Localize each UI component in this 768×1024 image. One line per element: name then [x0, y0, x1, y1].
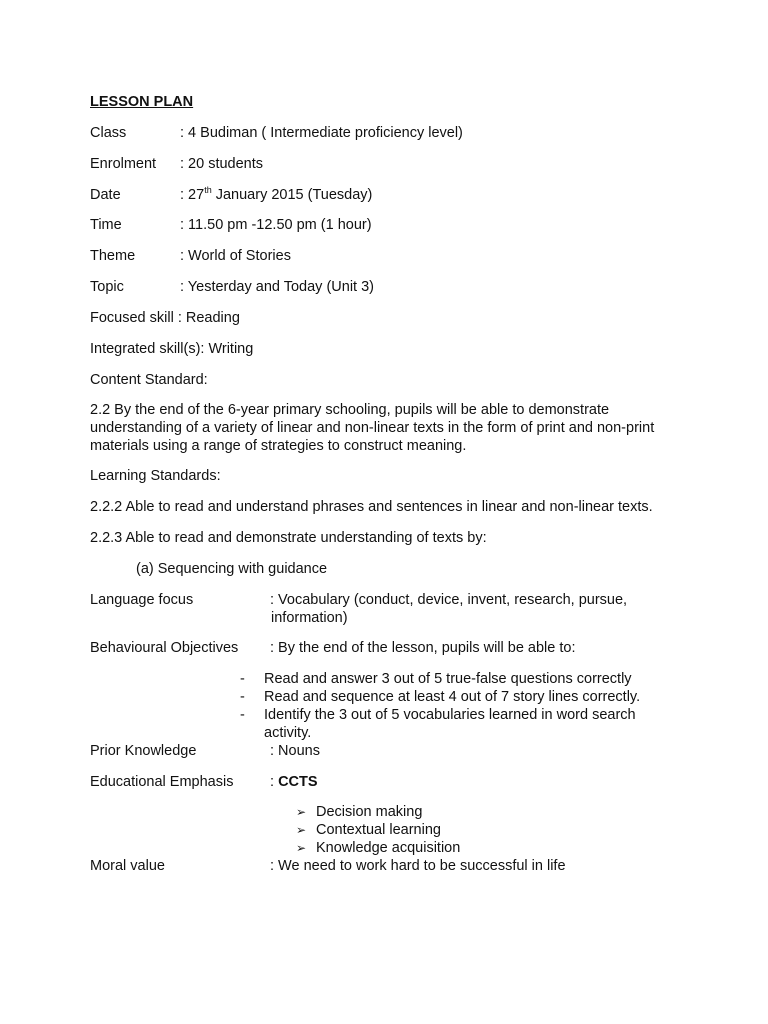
behavioural-objectives-label: Behavioural Objectives: [90, 640, 239, 656]
emphasis-ccts: CCTS: [278, 774, 318, 790]
behavioural-objectives-value: : By the end of the lesson, pupils will be able to:: [270, 640, 576, 656]
educational-emphasis-value: [270, 773, 318, 791]
field-value-enrolment: : 20 students: [180, 156, 264, 172]
field-label-theme: Theme: [90, 248, 136, 264]
prior-knowledge-value: : Nouns: [270, 743, 320, 759]
moral-value-text: : We need to work hard to be successful in life: [270, 858, 566, 874]
arrow-bullet-icon: ➢: [296, 805, 307, 819]
educational-emphasis-label: Educational Emphasis: [90, 774, 234, 790]
focused-skill: Focused skill : Reading: [90, 310, 240, 326]
dash-bullet: -: [240, 689, 245, 705]
arrow-bullet-icon: ➢: [296, 823, 307, 837]
field-label-time: Time: [90, 217, 122, 233]
moral-value-label: Moral value: [90, 858, 165, 874]
learning-standard-2: 2.2.3 Able to read and demonstrate understanding of texts by:: [90, 530, 487, 546]
objective-item: Read and answer 3 out of 5 true-false questions correctly: [264, 671, 632, 687]
date-day: : 27: [180, 187, 205, 203]
learning-standard-2a: (a) Sequencing with guidance: [136, 561, 328, 577]
language-focus-value: : Vocabulary (conduct, device, invent, research, pursue,: [270, 592, 628, 608]
content-standard-text: 2.2 By the end of the 6-year primary schooling, pupils will be able to demonstrate understanding of a variety of linear and non-linear texts in the form of print and non-print materials using a range of strategies to construct meaning.: [90, 402, 655, 454]
dash-bullet: -: [240, 707, 245, 723]
arrow-bullet-icon: ➢: [296, 841, 307, 855]
date-ordinal: th: [204, 185, 212, 196]
field-value-theme: : World of Stories: [180, 248, 291, 264]
emphasis-colon: :: [270, 774, 279, 790]
date-rest: January 2015 (Tuesday): [211, 187, 373, 203]
field-label-enrolment: Enrolment: [90, 156, 157, 172]
emphasis-item: Decision making: [316, 804, 423, 820]
learning-standard-1: 2.2.2 Able to read and understand phrases and sentences in linear and non-linear texts.: [90, 499, 653, 515]
field-value-class: : 4 Budiman ( Intermediate proficiency level): [180, 125, 463, 141]
emphasis-item: Knowledge acquisition: [316, 840, 461, 856]
prior-knowledge-label: Prior Knowledge: [90, 743, 197, 759]
field-label-date: Date: [90, 187, 121, 203]
document-title: LESSON PLAN: [90, 94, 194, 110]
field-value-date: [180, 186, 372, 204]
content-standard-heading: Content Standard:: [90, 372, 208, 388]
learning-standards-heading: Learning Standards:: [90, 468, 221, 484]
language-focus-label: Language focus: [90, 592, 194, 608]
objective-item: Identify the 3 out of 5 vocabularies learned in word search activity.: [264, 707, 636, 741]
field-label-class: Class: [90, 125, 127, 141]
field-value-time: : 11.50 pm -12.50 pm (1 hour): [180, 217, 372, 233]
language-focus-value-cont: information): [271, 610, 348, 626]
emphasis-item: Contextual learning: [316, 822, 441, 838]
field-value-topic: : Yesterday and Today (Unit 3): [180, 279, 374, 295]
integrated-skill: Integrated skill(s): Writing: [90, 341, 254, 357]
field-label-topic: Topic: [90, 279, 124, 295]
dash-bullet: -: [240, 671, 245, 687]
objective-item: Read and sequence at least 4 out of 7 story lines correctly.: [264, 689, 641, 705]
